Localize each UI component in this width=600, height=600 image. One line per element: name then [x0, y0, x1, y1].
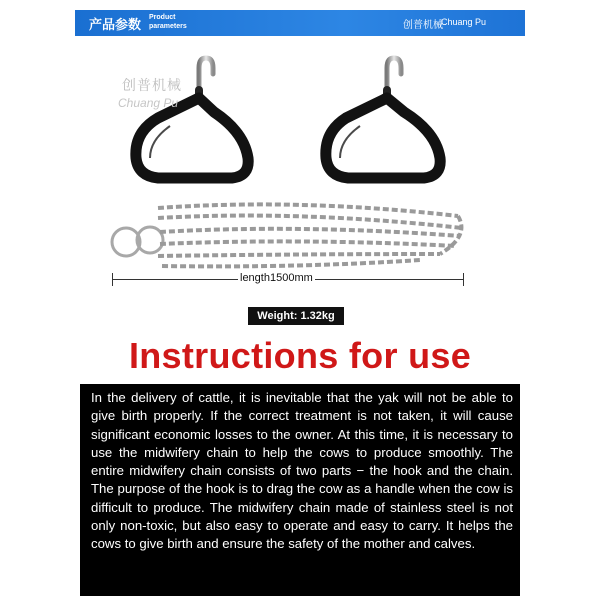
- instructions-title: Instructions for use: [128, 335, 472, 376]
- watermark-en: Chuang Pu: [118, 96, 179, 110]
- length-dimension-cap-right: [463, 273, 464, 286]
- section-subtitle-line2: parameters: [149, 23, 187, 30]
- instructions-body: In the delivery of cattle, it is inevitable that the yak will not be able to give birth properly. If the correct treatment is not taken, it will cause significant economic losses to the owner. At this time, it is necessary to use the midwifery chain to help the cows to produce smoothly. The entire midwifery chain consists of two parts − the hook and the chain. The purpose of the hook is to drag the cow as a handle when the cow is difficult to produce. The midwifery chain made of stainless steel is not only non-toxic, but also easy to operate and easy to carry. It helps the cows to give birth and ensure the safety of the mother and calves.: [91, 390, 513, 552]
- weight-label: Weight: 1.32kg: [248, 307, 344, 325]
- section-subtitle: [149, 13, 187, 31]
- chain: [112, 204, 462, 266]
- brand-name-en: Chuang Pu: [441, 17, 487, 27]
- length-label: length1500mm: [240, 272, 313, 284]
- header-banner: [75, 10, 525, 36]
- watermark-cn: 创普机械: [122, 78, 182, 94]
- brand-name-cn: 创普机械: [403, 20, 443, 31]
- instructions-text-box: [80, 384, 520, 596]
- product-image: [0, 40, 600, 280]
- right-hook: [326, 58, 440, 178]
- section-title: 产品参数: [89, 18, 142, 33]
- length-dimension-cap-left: [112, 273, 113, 286]
- section-subtitle-line1: Product: [149, 14, 176, 21]
